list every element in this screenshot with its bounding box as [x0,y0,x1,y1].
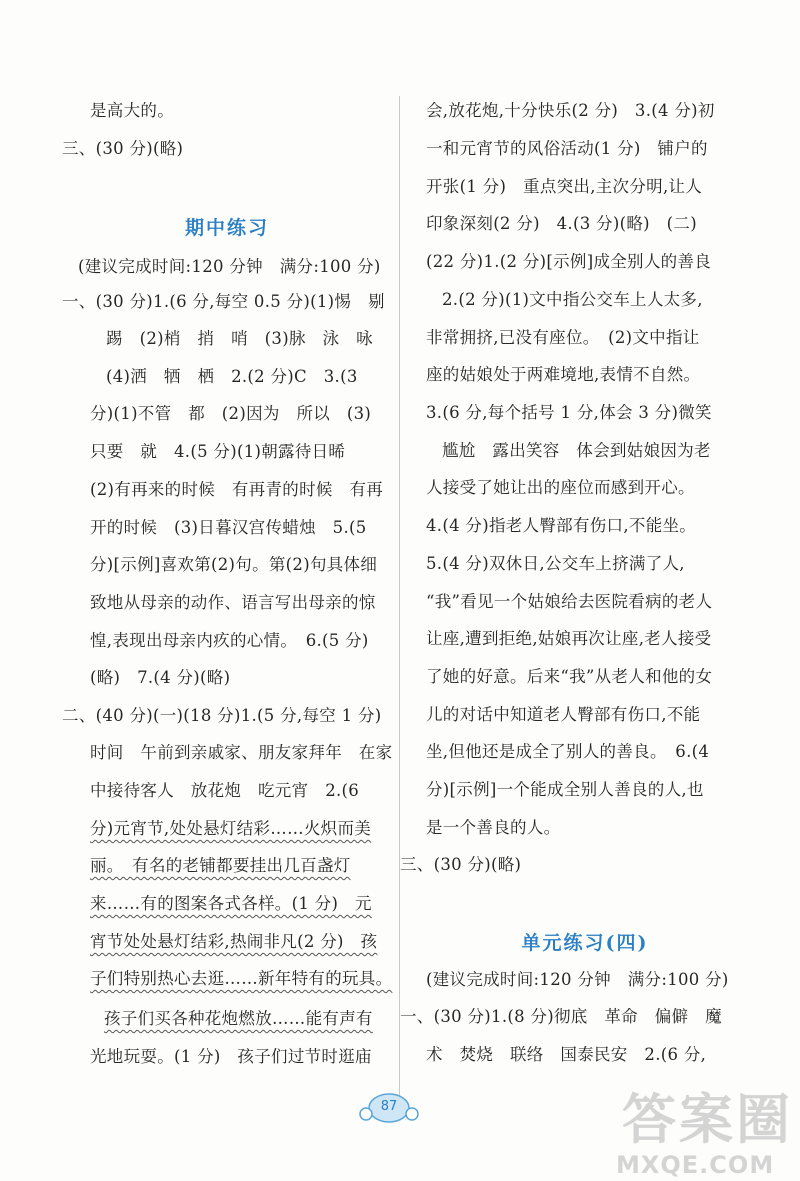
text-line: 惶,表现出母亲内疚的心情。 6.(5 分) [90,631,369,650]
text-line: (2)有再来的时候 有再青的时候 有再 [90,480,384,499]
text-line: (略) 7.(4 分)(略) [90,668,231,687]
text-line: 开张(1 分) 重点突出,主次分明,让人 [426,177,703,196]
text-line: 踢 (2)梢 捎 哨 (3)脉 泳 咏 [106,329,373,348]
watermark-logo-text: 答案圈 [622,1088,793,1151]
underlined-text-line: 子们特别热心去逛……新年特有的玩具。 [90,969,393,988]
underlined-text-line: 孩子们买各种花炮燃放……能有声有 [104,1009,373,1028]
text-line: 致地从母亲的动作、语言写出母亲的惊 [90,593,376,612]
text-line: 2.(2 分)(1)文中指公交车上人太多, [442,290,703,309]
text-line: 5.(4 分)双休日,公交车上挤满了人, [426,554,685,573]
text-line: 非常拥挤,已没有座位。 (2)文中指让 [426,328,700,347]
text-line: 了她的好意。后来“我”从老人和他的女 [426,667,713,686]
text-line: 三、(30 分)(略) [400,855,522,874]
underlined-text-line: 宵节处处悬灯结彩,热闹非凡(2 分) 孩 [90,932,378,951]
text-line: 时间 午前到亲戚家、朋友家拜年 在家 [90,743,393,762]
text-line: 让座,遭到拒绝,姑娘再次让座,老人接受 [426,629,712,648]
text-line: 三、(30 分)(略) [62,139,184,158]
watermark-url: MXQE.COM [616,1151,775,1179]
text-line: 分)(1)不管 都 (2)因为 所以 (3) [90,404,372,423]
text-line: 4.(4 分)指老人臀部有伤口,不能坐。 [426,516,697,535]
underlined-text-line: 丽。 有名的老铺都要挂出几百盏灯 [90,856,351,875]
text-line: (建议完成时间:120 分钟 满分:100 分) [426,970,729,989]
text-line: 儿的对话中知道老人臀部有伤口,不能 [426,705,701,724]
text-line: 坐,但他还是成全了别人的善良。 6.(4 [426,742,710,761]
text-line: 3.(6 分,每个括号 1 分,体会 3 分)微笑 [426,403,712,422]
text-line: 座的姑娘处于两难境地,表情不自然。 [426,365,701,384]
text-line: 一和元宵节的风俗活动(1 分) 铺户的 [426,139,708,158]
watermark [600,1075,800,1181]
text-line: (4)洒 牺 栖 2.(2 分)C 3.(3 [106,367,358,386]
text-line: 分)[示例]一个能成全别人善良的人,也 [426,780,704,799]
text-line: 印象深刻(2 分) 4.(3 分)(略) (二) [426,214,697,233]
section-heading: 期中练习 [184,217,269,239]
text-line: 术 焚烧 联络 国泰民安 2.(6 分, [426,1045,707,1064]
text-line: 是一个善良的人。 [426,818,561,837]
page-number: 87 [380,1099,398,1114]
text-line: 一、(30 分)1.(8 分)彻底 革命 偏僻 魔 [400,1007,722,1026]
text-line: 分)[示例]喜欢第(2)句。第(2)句具体细 [90,555,378,574]
text-line: 光地玩耍。(1 分) 孩子们过节时逛庙 [90,1047,372,1066]
column-divider [399,96,400,1096]
text-line: 一、(30 分)1.(6 分,每空 0.5 分)(1)惕 剔 [62,292,385,311]
text-line: 是高大的。 [90,101,174,120]
text-line: 中接待客人 放花炮 吃元宵 2.(6 [90,781,360,800]
text-line: 尴尬 露出笑容 体会到姑娘因为老 [442,441,711,460]
text-line: 人接受了她让出的座位而感到开心。 [426,478,695,497]
underlined-text-line: 来……有的图案各式各样。(1 分) 元 [90,894,372,913]
text-line: (建议完成时间:120 分钟 满分:100 分) [78,257,381,276]
section-heading: 单元练习(四) [521,932,649,954]
text-line: (22 分)1.(2 分)[示例]成全别人的善良 [426,252,712,271]
text-line: 会,放花炮,十分快乐(2 分) 3.(4 分)初 [426,101,715,120]
text-line: 只要 就 4.(5 分)(1)朝露待日晞 [90,442,346,461]
underlined-text-line: 分)元宵节,处处悬灯结彩……火炽而美 [90,819,372,838]
text-line: 二、(40 分)(一)(18 分)1.(5 分,每空 1 分) [62,706,382,725]
text-line: “我”看见一个姑娘给去医院看病的老人 [426,592,713,611]
text-line: 开的时候 (3)日暮汉宫传蜡烛 5.(5 [90,518,367,537]
